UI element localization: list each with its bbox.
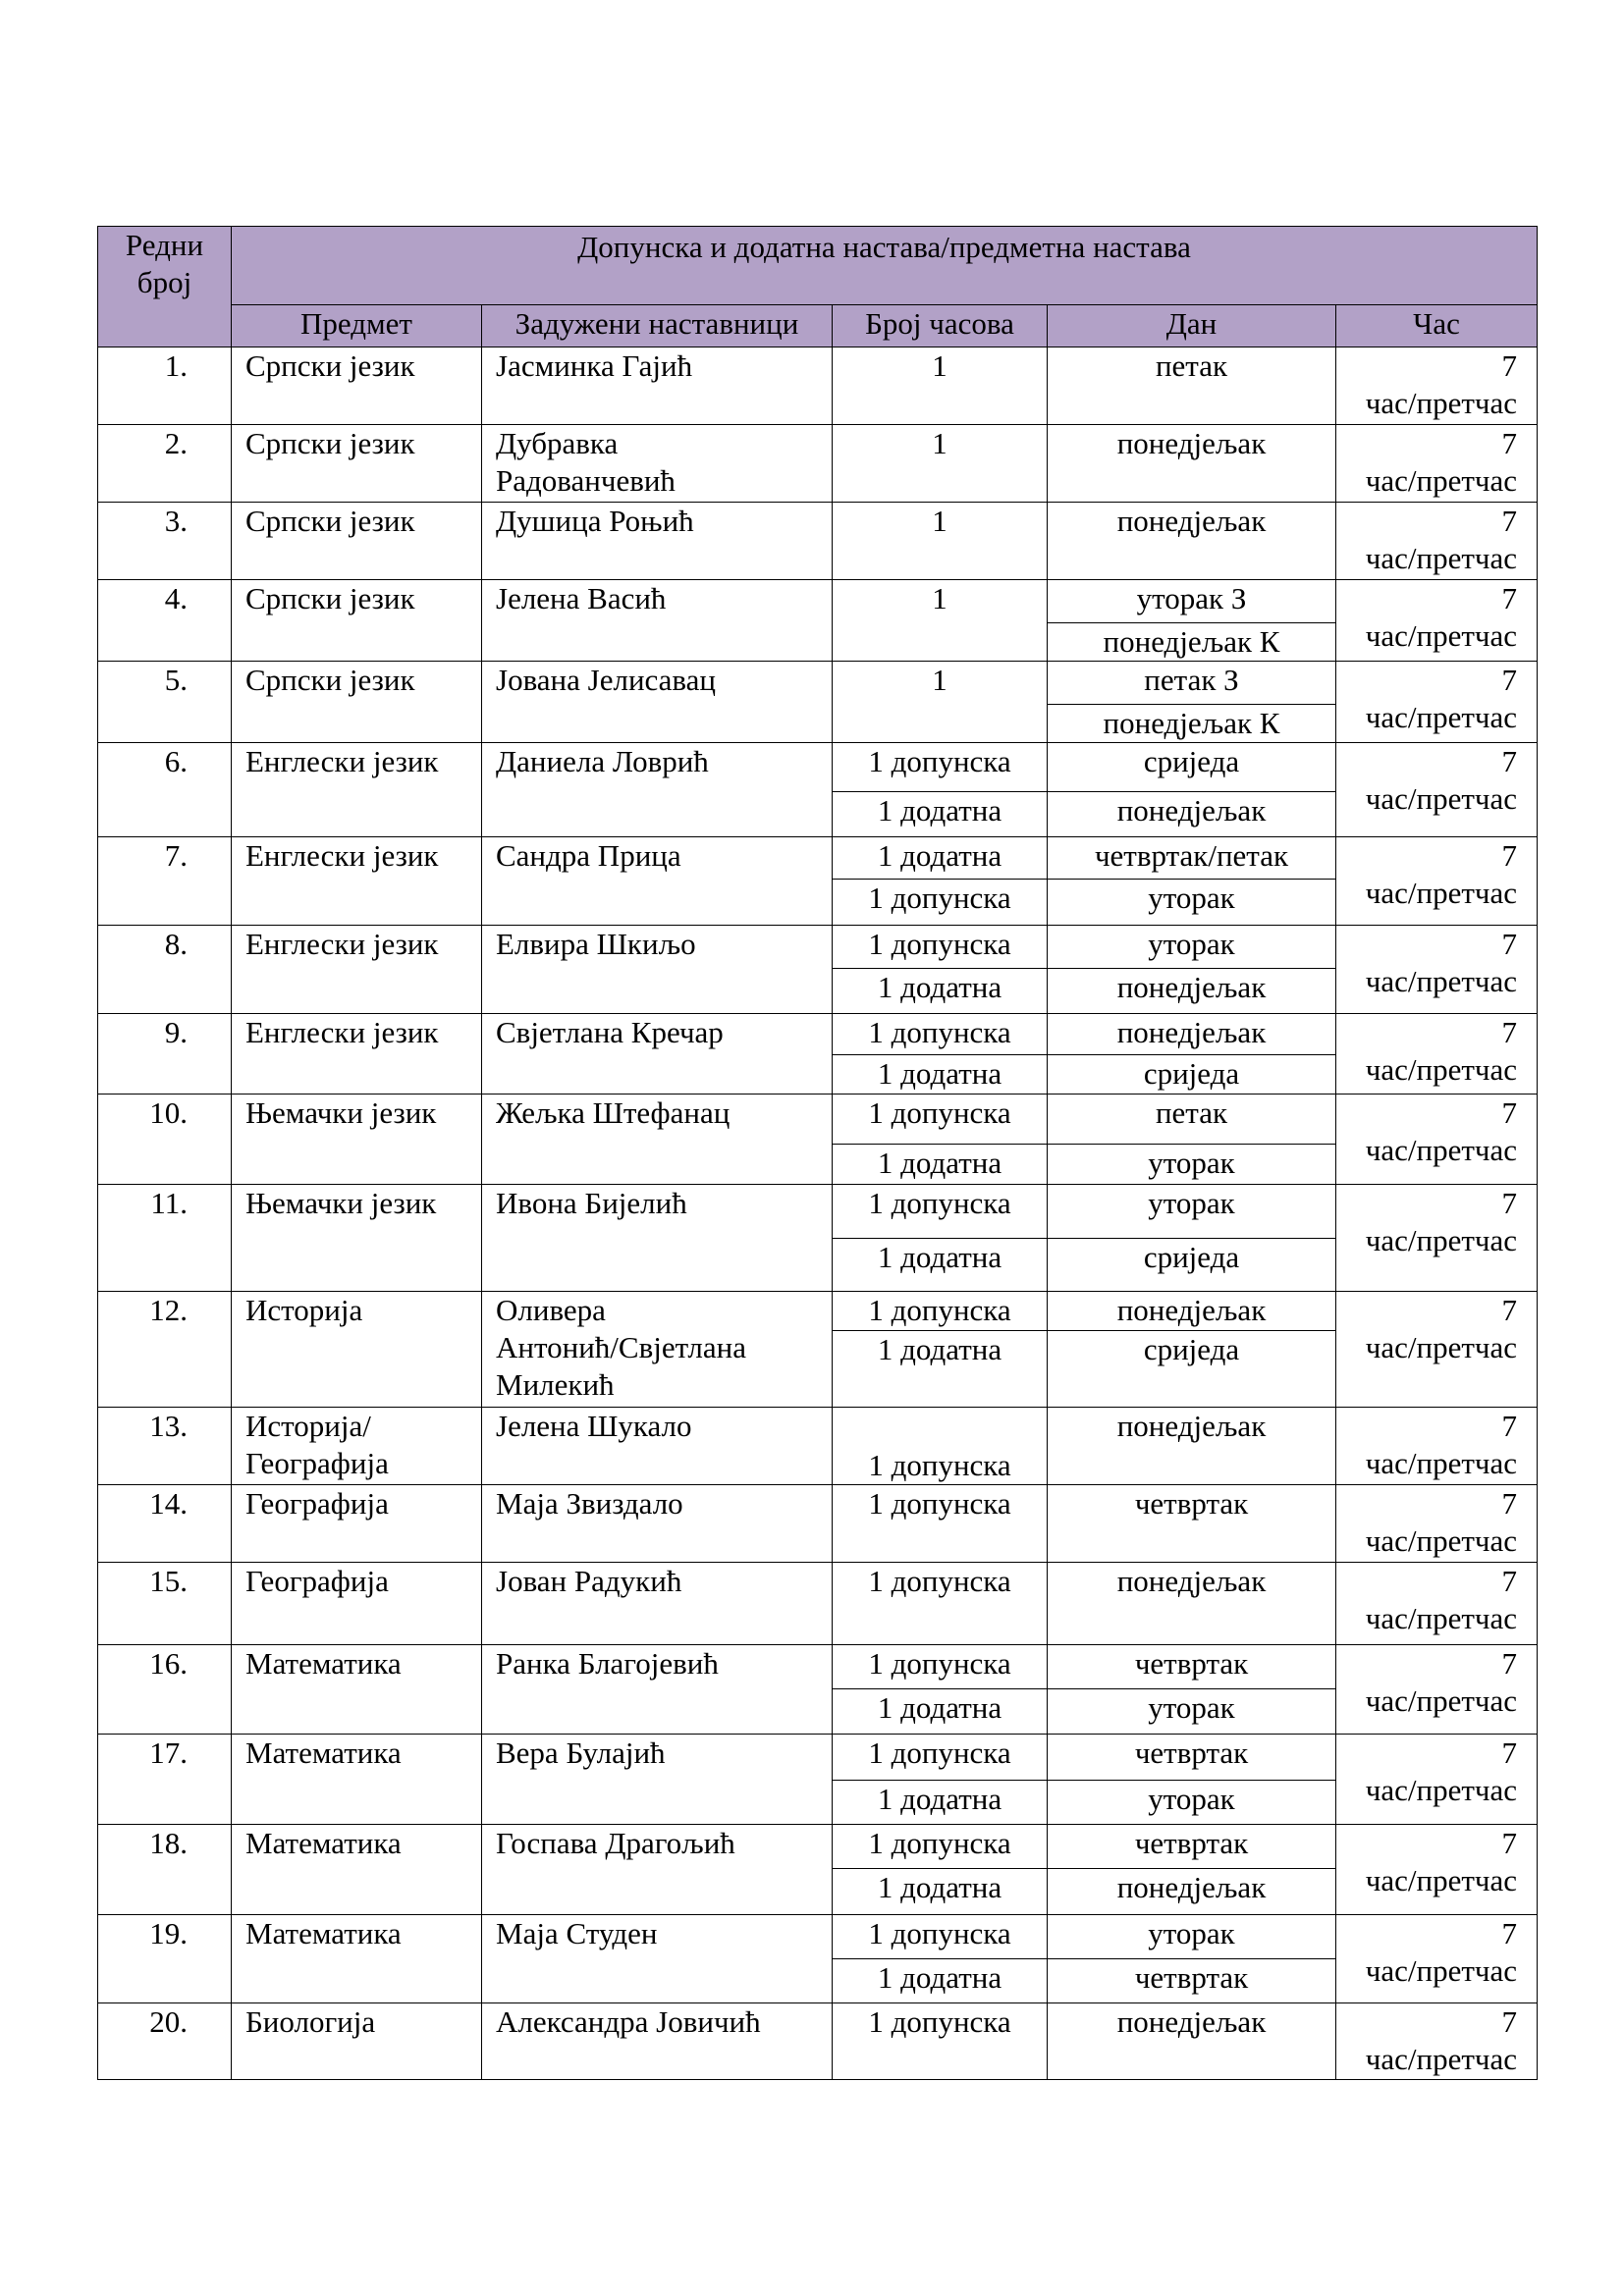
day-cell: понедјељак К xyxy=(1048,705,1336,743)
hours-cell: 1 xyxy=(833,503,1048,580)
hours-cell: 1 допунска xyxy=(833,880,1048,926)
table-row xyxy=(98,1292,1538,1331)
day-cell: четвртак xyxy=(1048,1485,1336,1563)
subject-cell: Њемачки језик xyxy=(232,1095,482,1185)
teacher-cell: Дубравка Радованчевић xyxy=(482,425,833,503)
subject-cell: Енглески језик xyxy=(232,837,482,926)
teacher-cell: Маја Студен xyxy=(482,1915,833,2003)
table-row xyxy=(98,1645,1538,1689)
hours-cell: 1 допунска xyxy=(833,2003,1048,2080)
day-cell: понедјељак К xyxy=(1048,623,1336,662)
hours-cell: 1 додатна xyxy=(833,1781,1048,1825)
time-cell: 7 час/претчас xyxy=(1336,1014,1538,1095)
time-cell: 7 час/претчас xyxy=(1336,425,1538,503)
time-cell: 7 час/претчас xyxy=(1336,2003,1538,2080)
teacher-cell: Јасминка Гајић xyxy=(482,347,833,425)
day-cell: уторак xyxy=(1048,926,1336,969)
row-number: 8. xyxy=(98,926,232,1014)
hours-cell: 1 допунска xyxy=(833,1185,1048,1239)
teacher-cell: Јована Јелисавац xyxy=(482,662,833,743)
row-number: 12. xyxy=(98,1292,232,1408)
teacher-cell: Јелена Васић xyxy=(482,580,833,662)
row-number: 9. xyxy=(98,1014,232,1095)
subject-cell: Српски језик xyxy=(232,425,482,503)
time-cell: 7 час/претчас xyxy=(1336,837,1538,926)
row-number: 18. xyxy=(98,1825,232,1915)
day-cell: четвртак xyxy=(1048,1735,1336,1781)
teacher-cell: Вера Булајић xyxy=(482,1735,833,1825)
day-cell: понедјељак xyxy=(1048,792,1336,837)
time-cell: 7 час/претчас xyxy=(1336,580,1538,662)
row-number: 6. xyxy=(98,743,232,837)
row-number: 1. xyxy=(98,347,232,425)
hours-cell: 1 допунска xyxy=(833,1014,1048,1055)
day-cell: четвртак xyxy=(1048,1645,1336,1689)
subject-cell: Српски језик xyxy=(232,347,482,425)
table-row xyxy=(98,1563,1538,1645)
day-cell: понедјељак xyxy=(1048,1292,1336,1331)
header-row-number: Редни број xyxy=(98,227,232,347)
time-cell: 7 час/претчас xyxy=(1336,1563,1538,1645)
hours-cell: 1 допунска xyxy=(833,1735,1048,1781)
hours-cell: 1 xyxy=(833,347,1048,425)
hours-cell: 1 додатна xyxy=(833,1869,1048,1915)
day-cell: сриједа xyxy=(1048,1239,1336,1292)
hours-cell: 1 допунска xyxy=(833,1645,1048,1689)
hours-cell: 1 допунска xyxy=(833,1292,1048,1331)
row-number: 13. xyxy=(98,1408,232,1485)
hours-cell: 1 допунска xyxy=(833,926,1048,969)
teacher-cell: Оливера Антонић/Свјетлана Милекић xyxy=(482,1292,833,1408)
header-teachers: Задужени наставници xyxy=(482,305,833,347)
teacher-cell: Душица Роњић xyxy=(482,503,833,580)
day-cell: понедјељак xyxy=(1048,1869,1336,1915)
hours-cell: 1 допунска xyxy=(833,1825,1048,1869)
subject-cell: Историја xyxy=(232,1292,482,1408)
day-cell: уторак xyxy=(1048,880,1336,926)
day-cell: четвртак xyxy=(1048,1825,1336,1869)
hours-cell: 1 додатна xyxy=(833,1689,1048,1735)
subject-cell: Географија xyxy=(232,1563,482,1645)
day-cell: понедјељак xyxy=(1048,1563,1336,1645)
time-cell: 7 час/претчас xyxy=(1336,1095,1538,1185)
hours-cell: 1 додатна xyxy=(833,837,1048,880)
day-cell: сриједа xyxy=(1048,743,1336,792)
day-cell: понедјељак xyxy=(1048,2003,1336,2080)
row-number: 4. xyxy=(98,580,232,662)
time-cell: 7 час/претчас xyxy=(1336,1408,1538,1485)
hours-cell: 1 xyxy=(833,580,1048,662)
day-cell: уторак xyxy=(1048,1781,1336,1825)
table-row xyxy=(98,1095,1538,1145)
hours-cell: 1 xyxy=(833,662,1048,743)
day-cell: четвртак/петак xyxy=(1048,837,1336,880)
teacher-cell: Госпава Драгољић xyxy=(482,1825,833,1915)
table-row xyxy=(98,1014,1538,1055)
day-cell: уторак xyxy=(1048,1185,1336,1239)
day-cell: понедјељак xyxy=(1048,1408,1336,1485)
time-cell: 7 час/претчас xyxy=(1336,1825,1538,1915)
table-row xyxy=(98,1185,1538,1239)
row-number: 2. xyxy=(98,425,232,503)
day-cell: понедјељак xyxy=(1048,969,1336,1014)
schedule-table xyxy=(97,226,1538,2080)
table-row xyxy=(98,1825,1538,1869)
row-number: 19. xyxy=(98,1915,232,2003)
hours-cell: 1 допунска xyxy=(833,1485,1048,1563)
teacher-cell: Жељка Штефанац xyxy=(482,1095,833,1185)
header-hours: Број часова xyxy=(833,305,1048,347)
day-cell: петак xyxy=(1048,1095,1336,1145)
time-cell: 7 час/претчас xyxy=(1336,1485,1538,1563)
day-cell: сриједа xyxy=(1048,1331,1336,1408)
hours-cell: 1 додатна xyxy=(833,1239,1048,1292)
hours-cell: 1 допунска xyxy=(833,1095,1048,1145)
table-row xyxy=(98,503,1538,580)
time-cell: 7 час/претчас xyxy=(1336,926,1538,1014)
header-subject: Предмет xyxy=(232,305,482,347)
table-row xyxy=(98,837,1538,880)
header-time: Час xyxy=(1336,305,1538,347)
hours-cell: 1 допунска xyxy=(833,743,1048,792)
subject-cell: Енглески језик xyxy=(232,926,482,1014)
table-row xyxy=(98,2003,1538,2080)
day-cell: уторак xyxy=(1048,1145,1336,1185)
subject-cell: Биологија xyxy=(232,2003,482,2080)
teacher-cell: Ранка Благојевић xyxy=(482,1645,833,1735)
hours-cell: 1 допунска xyxy=(833,1563,1048,1645)
hours-cell: 1 допунска xyxy=(833,1408,1048,1485)
row-number: 16. xyxy=(98,1645,232,1735)
teacher-cell: Елвира Шкиљо xyxy=(482,926,833,1014)
hours-cell: 1 додатна xyxy=(833,1331,1048,1408)
table-row xyxy=(98,1915,1538,1959)
teacher-cell: Даниела Ловрић xyxy=(482,743,833,837)
table-row xyxy=(98,1408,1538,1485)
subject-cell: Математика xyxy=(232,1915,482,2003)
row-number: 17. xyxy=(98,1735,232,1825)
subject-cell: Математика xyxy=(232,1645,482,1735)
teacher-cell: Свјетлана Кречар xyxy=(482,1014,833,1095)
teacher-cell: Јелена Шукало xyxy=(482,1408,833,1485)
day-cell: уторак З xyxy=(1048,580,1336,623)
row-number: 11. xyxy=(98,1185,232,1292)
table-row xyxy=(98,743,1538,792)
hours-cell: 1 xyxy=(833,425,1048,503)
day-cell: понедјељак xyxy=(1048,1014,1336,1055)
row-number: 3. xyxy=(98,503,232,580)
teacher-cell: Ивона Бијелић xyxy=(482,1185,833,1292)
hours-cell: 1 додатна xyxy=(833,1055,1048,1095)
table-row xyxy=(98,580,1538,623)
time-cell: 7 час/претчас xyxy=(1336,1185,1538,1292)
day-cell: понедјељак xyxy=(1048,503,1336,580)
time-cell: 7 час/претчас xyxy=(1336,1915,1538,2003)
time-cell: 7 час/претчас xyxy=(1336,662,1538,743)
subject-cell: Историја/ Географија xyxy=(232,1408,482,1485)
row-number: 7. xyxy=(98,837,232,926)
time-cell: 7 час/претчас xyxy=(1336,1292,1538,1408)
day-cell: петак З xyxy=(1048,662,1336,705)
row-number: 5. xyxy=(98,662,232,743)
time-cell: 7 час/претчас xyxy=(1336,1735,1538,1825)
day-cell: понедјељак xyxy=(1048,425,1336,503)
table-row xyxy=(98,425,1538,503)
hours-cell: 1 допунска xyxy=(833,1915,1048,1959)
row-number: 10. xyxy=(98,1095,232,1185)
teacher-cell: Сандра Прица xyxy=(482,837,833,926)
teacher-cell: Маја Звиздало xyxy=(482,1485,833,1563)
subject-cell: Њемачки језик xyxy=(232,1185,482,1292)
table-row xyxy=(98,1485,1538,1563)
subject-cell: Енглески језик xyxy=(232,1014,482,1095)
subject-cell: Географија xyxy=(232,1485,482,1563)
day-cell: петак xyxy=(1048,347,1336,425)
subject-cell: Математика xyxy=(232,1735,482,1825)
time-cell: 7 час/претчас xyxy=(1336,743,1538,837)
hours-cell: 1 додатна xyxy=(833,1145,1048,1185)
hours-cell: 1 додатна xyxy=(833,792,1048,837)
time-cell: 7 час/претчас xyxy=(1336,347,1538,425)
time-cell: 7 час/претчас xyxy=(1336,503,1538,580)
subject-cell: Математика xyxy=(232,1825,482,1915)
day-cell: сриједа xyxy=(1048,1055,1336,1095)
subject-cell: Енглески језик xyxy=(232,743,482,837)
subject-cell: Српски језик xyxy=(232,580,482,662)
table-row xyxy=(98,926,1538,969)
schedule-body xyxy=(98,347,1538,2080)
table-row xyxy=(98,662,1538,705)
teacher-cell: Јован Радукић xyxy=(482,1563,833,1645)
header-day: Дан xyxy=(1048,305,1336,347)
day-cell: уторак xyxy=(1048,1689,1336,1735)
row-number: 14. xyxy=(98,1485,232,1563)
hours-cell: 1 додатна xyxy=(833,1959,1048,2003)
table-row xyxy=(98,347,1538,425)
day-cell: уторак xyxy=(1048,1915,1336,1959)
header-title: Допунска и додатна настава/предметна настава xyxy=(232,227,1538,305)
day-cell: четвртак xyxy=(1048,1959,1336,2003)
row-number: 20. xyxy=(98,2003,232,2080)
teacher-cell: Александра Јовичић xyxy=(482,2003,833,2080)
subject-cell: Српски језик xyxy=(232,662,482,743)
subject-cell: Српски језик xyxy=(232,503,482,580)
hours-cell: 1 додатна xyxy=(833,969,1048,1014)
time-cell: 7 час/претчас xyxy=(1336,1645,1538,1735)
table-row xyxy=(98,1735,1538,1781)
row-number: 15. xyxy=(98,1563,232,1645)
